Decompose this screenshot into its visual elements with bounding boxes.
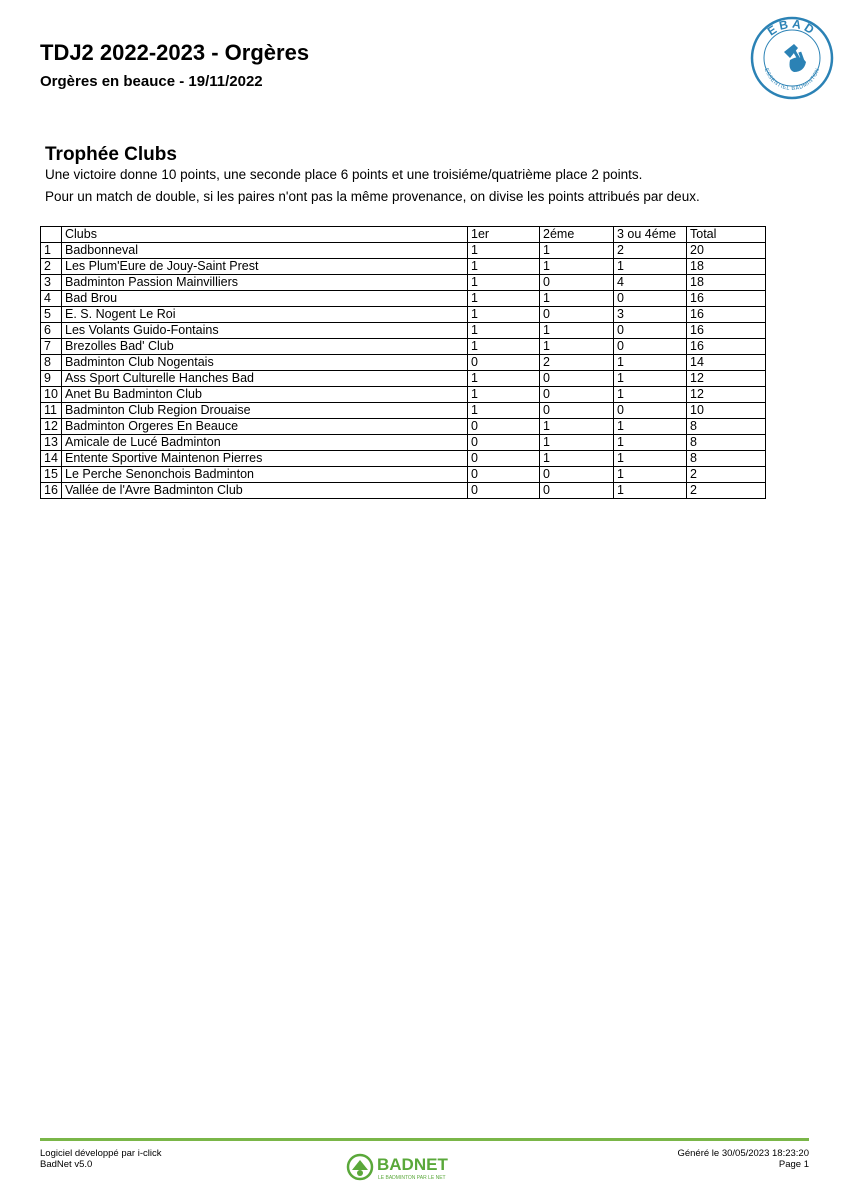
badnet-wordmark: BADNET xyxy=(377,1155,448,1174)
club-name-cell: Amicale de Lucé Badminton xyxy=(62,435,468,451)
total-points-cell: 2 xyxy=(687,467,766,483)
second-place-cell: 0 xyxy=(540,483,614,499)
second-place-cell: 1 xyxy=(540,339,614,355)
table-row xyxy=(41,355,766,371)
total-points-cell: 8 xyxy=(687,435,766,451)
trophy-clubs-table xyxy=(40,226,766,499)
document-subtitle: Orgères en beauce - 19/11/2022 xyxy=(40,73,263,90)
total-points-cell: 18 xyxy=(687,259,766,275)
total-points-cell: 14 xyxy=(687,355,766,371)
third-fourth-cell: 0 xyxy=(614,323,687,339)
club-name-cell: Les Plum'Eure de Jouy-Saint Prest xyxy=(62,259,468,275)
first-place-cell: 1 xyxy=(468,259,540,275)
logo-top-text: EBAD xyxy=(764,16,820,39)
shuttlecock-hand-icon xyxy=(784,44,806,72)
club-name-cell: Brezolles Bad' Club xyxy=(62,339,468,355)
developer-credit: Logiciel développé par i-click xyxy=(40,1148,162,1159)
rank-cell: 1 xyxy=(41,243,62,259)
rank-cell: 11 xyxy=(41,403,62,419)
club-name-cell: Entente Sportive Maintenon Pierres xyxy=(62,451,468,467)
table-body xyxy=(41,243,766,499)
badnet-logo xyxy=(346,1150,466,1184)
table-row xyxy=(41,435,766,451)
total-points-cell: 16 xyxy=(687,323,766,339)
first-place-cell: 1 xyxy=(468,403,540,419)
third-fourth-cell: 1 xyxy=(614,387,687,403)
rank-cell: 4 xyxy=(41,291,62,307)
third-fourth-cell: 1 xyxy=(614,259,687,275)
first-place-cell: 0 xyxy=(468,483,540,499)
rank-cell: 6 xyxy=(41,323,62,339)
column-header-total: Total xyxy=(687,227,766,243)
table-row xyxy=(41,259,766,275)
rank-cell: 2 xyxy=(41,259,62,275)
logo-ring-text: ESSENTIEL BADMINTON xyxy=(762,67,822,93)
rank-cell: 16 xyxy=(41,483,62,499)
first-place-cell: 1 xyxy=(468,307,540,323)
second-place-cell: 1 xyxy=(540,435,614,451)
total-points-cell: 12 xyxy=(687,387,766,403)
generated-timestamp: Généré le 30/05/2023 18:23:20 xyxy=(677,1148,809,1159)
ebad-logo xyxy=(750,16,834,100)
club-name-cell: E. S. Nogent Le Roi xyxy=(62,307,468,323)
third-fourth-cell: 0 xyxy=(614,339,687,355)
total-points-cell: 8 xyxy=(687,419,766,435)
second-place-cell: 0 xyxy=(540,275,614,291)
second-place-cell: 0 xyxy=(540,387,614,403)
club-name-cell: Le Perche Senonchois Badminton xyxy=(62,467,468,483)
table-row xyxy=(41,451,766,467)
first-place-cell: 0 xyxy=(468,451,540,467)
rank-cell: 13 xyxy=(41,435,62,451)
third-fourth-cell: 3 xyxy=(614,307,687,323)
table-row xyxy=(41,387,766,403)
table-row xyxy=(41,291,766,307)
rank-cell: 10 xyxy=(41,387,62,403)
second-place-cell: 1 xyxy=(540,451,614,467)
footer-divider xyxy=(40,1138,809,1141)
total-points-cell: 10 xyxy=(687,403,766,419)
second-place-cell: 0 xyxy=(540,467,614,483)
total-points-cell: 12 xyxy=(687,371,766,387)
third-fourth-cell: 1 xyxy=(614,467,687,483)
badnet-tagline: LE BADMINTON PAR LE NET xyxy=(378,1175,446,1181)
club-name-cell: Badminton Club Nogentais xyxy=(62,355,468,371)
club-name-cell: Bad Brou xyxy=(62,291,468,307)
first-place-cell: 0 xyxy=(468,467,540,483)
second-place-cell: 0 xyxy=(540,371,614,387)
rank-cell: 12 xyxy=(41,419,62,435)
total-points-cell: 18 xyxy=(687,275,766,291)
rank-cell: 5 xyxy=(41,307,62,323)
club-name-cell: Anet Bu Badminton Club xyxy=(62,387,468,403)
third-fourth-cell: 1 xyxy=(614,419,687,435)
software-version: BadNet v5.0 xyxy=(40,1159,93,1170)
page-number: Page 1 xyxy=(778,1159,809,1170)
second-place-cell: 1 xyxy=(540,259,614,275)
table-header-row xyxy=(41,227,766,243)
rank-cell: 14 xyxy=(41,451,62,467)
first-place-cell: 1 xyxy=(468,243,540,259)
first-place-cell: 1 xyxy=(468,387,540,403)
third-fourth-cell: 0 xyxy=(614,291,687,307)
column-header-third-fourth: 3 ou 4éme xyxy=(614,227,687,243)
club-name-cell: Badbonneval xyxy=(62,243,468,259)
first-place-cell: 1 xyxy=(468,275,540,291)
rank-cell: 8 xyxy=(41,355,62,371)
first-place-cell: 1 xyxy=(468,339,540,355)
total-points-cell: 16 xyxy=(687,339,766,355)
column-header-second: 2éme xyxy=(540,227,614,243)
badnet-shuttle-icon xyxy=(348,1155,372,1179)
scoring-rule-text: Une victoire donne 10 points, une seconde place 6 points et une troisiéme/quatrième place 2 points. xyxy=(45,167,643,182)
table-row xyxy=(41,323,766,339)
club-name-cell: Badminton Orgeres En Beauce xyxy=(62,419,468,435)
rank-cell: 9 xyxy=(41,371,62,387)
third-fourth-cell: 1 xyxy=(614,435,687,451)
table-row xyxy=(41,307,766,323)
first-place-cell: 1 xyxy=(468,371,540,387)
rank-cell: 7 xyxy=(41,339,62,355)
document-title: TDJ2 2022-2023 - Orgères xyxy=(40,40,310,65)
rank-cell: 3 xyxy=(41,275,62,291)
second-place-cell: 1 xyxy=(540,419,614,435)
first-place-cell: 0 xyxy=(468,419,540,435)
third-fourth-cell: 1 xyxy=(614,451,687,467)
first-place-cell: 1 xyxy=(468,323,540,339)
third-fourth-cell: 0 xyxy=(614,403,687,419)
doubles-rule-text: Pour un match de double, si les paires n'ont pas la même provenance, on divise les points attribués par deux. xyxy=(45,189,700,204)
club-name-cell: Badminton Club Region Drouaise xyxy=(62,403,468,419)
total-points-cell: 16 xyxy=(687,307,766,323)
table-row xyxy=(41,419,766,435)
total-points-cell: 8 xyxy=(687,451,766,467)
column-header-first: 1er xyxy=(468,227,540,243)
club-name-cell: Vallée de l'Avre Badminton Club xyxy=(62,483,468,499)
second-place-cell: 1 xyxy=(540,291,614,307)
table-row xyxy=(41,371,766,387)
column-header-rank xyxy=(41,227,62,243)
column-header-clubs: Clubs xyxy=(62,227,468,243)
second-place-cell: 0 xyxy=(540,307,614,323)
club-name-cell: Badminton Passion Mainvilliers xyxy=(62,275,468,291)
total-points-cell: 20 xyxy=(687,243,766,259)
section-title: Trophée Clubs xyxy=(45,144,177,165)
third-fourth-cell: 4 xyxy=(614,275,687,291)
club-name-cell: Ass Sport Culturelle Hanches Bad xyxy=(62,371,468,387)
footer-left xyxy=(40,1148,161,1170)
second-place-cell: 2 xyxy=(540,355,614,371)
second-place-cell: 1 xyxy=(540,243,614,259)
table-row xyxy=(41,403,766,419)
third-fourth-cell: 1 xyxy=(614,371,687,387)
table-row xyxy=(41,275,766,291)
second-place-cell: 1 xyxy=(540,323,614,339)
third-fourth-cell: 1 xyxy=(614,355,687,371)
table-row xyxy=(41,483,766,499)
third-fourth-cell: 1 xyxy=(614,483,687,499)
rank-cell: 15 xyxy=(41,467,62,483)
club-name-cell: Les Volants Guido-Fontains xyxy=(62,323,468,339)
footer-right xyxy=(677,1148,809,1170)
first-place-cell: 0 xyxy=(468,435,540,451)
table-row xyxy=(41,339,766,355)
first-place-cell: 1 xyxy=(468,291,540,307)
total-points-cell: 2 xyxy=(687,483,766,499)
second-place-cell: 0 xyxy=(540,403,614,419)
table-row xyxy=(41,467,766,483)
third-fourth-cell: 2 xyxy=(614,243,687,259)
first-place-cell: 0 xyxy=(468,355,540,371)
total-points-cell: 16 xyxy=(687,291,766,307)
table-row xyxy=(41,243,766,259)
